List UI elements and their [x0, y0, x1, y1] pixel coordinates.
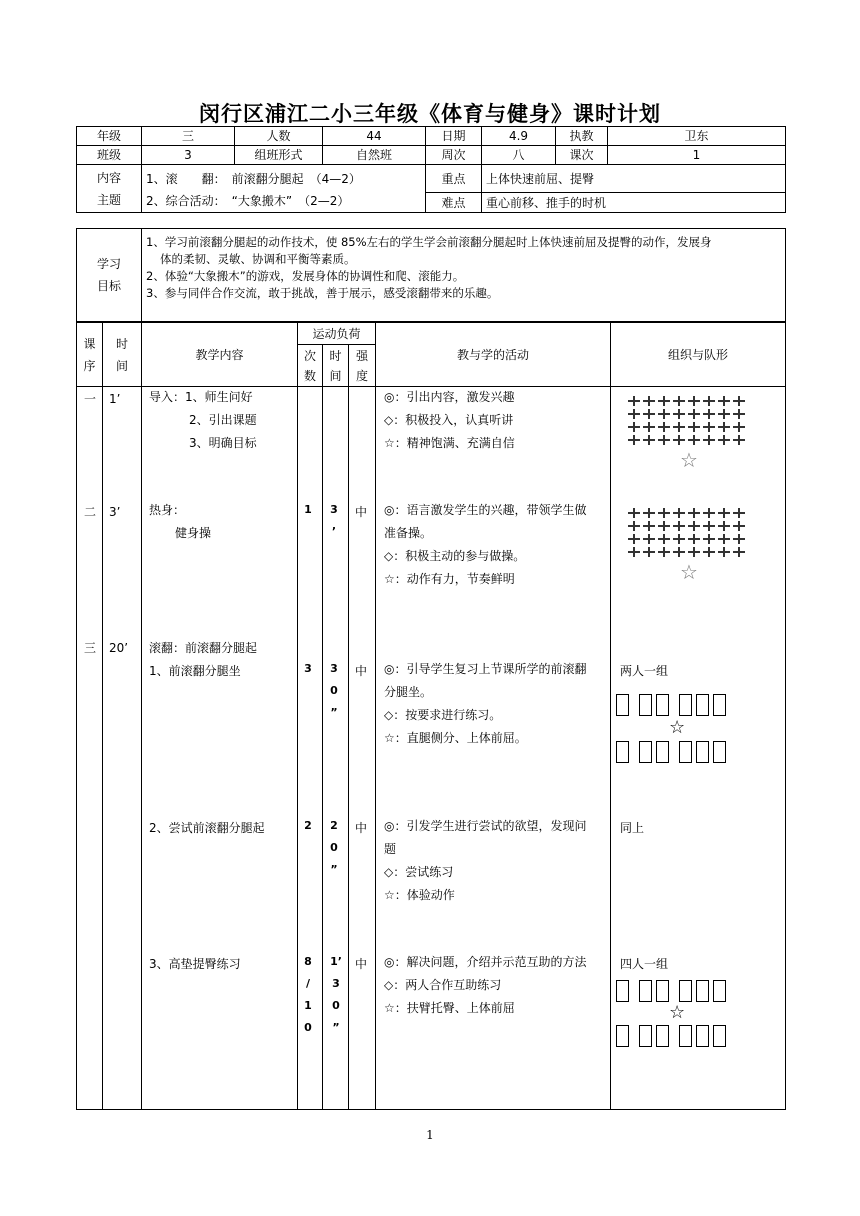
section-2-dur-2: ’	[331, 525, 337, 538]
week-value: 八	[482, 146, 556, 165]
item-3-activity-1: ◎：解决问题，介绍并示范互助的方法	[384, 955, 587, 969]
item-3-activity-3: ☆：扶臂托臀、上体前屈	[384, 1001, 515, 1015]
section-2-dur-1: 3	[330, 503, 338, 516]
item-3-intensity: 中	[355, 957, 368, 971]
student-mark	[718, 547, 730, 557]
col-time-2: 间	[115, 358, 128, 373]
student-mark	[688, 435, 700, 445]
student-mark	[658, 396, 670, 406]
count-label: 人数	[235, 127, 323, 146]
section-2-content	[149, 499, 211, 545]
student-mark	[733, 521, 745, 531]
section-2-intensity: 中	[355, 505, 368, 519]
student-mark	[628, 396, 640, 406]
section-2-content-1: 热身：	[149, 503, 186, 517]
student-mark	[643, 435, 655, 445]
item-3-dur-3: 0	[332, 999, 340, 1012]
col-seq	[77, 323, 103, 387]
student-mark	[703, 409, 715, 419]
student-mark	[688, 547, 700, 557]
item-1-dur-3: ”	[330, 706, 338, 719]
student-mark	[718, 422, 730, 432]
student-mark	[703, 547, 715, 557]
student-mark	[703, 435, 715, 445]
student-mark	[718, 508, 730, 518]
student-mark	[673, 547, 685, 557]
student-mark	[733, 435, 745, 445]
student-mark	[703, 534, 715, 544]
student-mark	[643, 409, 655, 419]
form-label: 组班形式	[235, 146, 323, 165]
col-int-2: 度	[356, 368, 369, 383]
teacher-star-3: ☆	[669, 717, 686, 738]
col-int	[349, 345, 376, 387]
section-1-activity-1: ◎：引出内容，激发兴趣	[384, 390, 515, 404]
body-time-col	[103, 387, 142, 1110]
class-label: 班级	[77, 146, 142, 165]
teacher-star-1: ☆	[680, 448, 698, 472]
student-mark	[733, 396, 745, 406]
item-1-activity	[384, 658, 586, 750]
col-content: 教学内容	[142, 323, 298, 387]
col-dur-1: 时	[329, 348, 342, 363]
student-mark	[673, 409, 685, 419]
objectives-label-line1: 学习	[96, 257, 121, 271]
student-mark	[628, 435, 640, 445]
section-2-activity-1: ◎：语言激发学生的兴趣，带领学生做	[384, 503, 587, 517]
student-mark	[628, 508, 640, 518]
student-mark	[718, 396, 730, 406]
objectives-text	[142, 229, 786, 322]
item-2-activity-1: ◎：引发学生进行尝试的欲望，发现问	[384, 819, 587, 833]
col-seq-2: 序	[83, 358, 96, 373]
student-mark	[643, 422, 655, 432]
student-mark	[703, 521, 715, 531]
student-mark	[658, 435, 670, 445]
grade-label: 年级	[77, 127, 142, 146]
student-mark	[643, 547, 655, 557]
content-item-2: 2、综合活动： “大象搬木” （2—2）	[146, 194, 350, 208]
item-3-times-2: /	[305, 977, 311, 990]
body-seq-col	[77, 387, 103, 1110]
student-formation-1	[628, 396, 745, 445]
section-1-activity-3: ☆：精神饱满、充满自信	[384, 436, 515, 450]
student-mark	[643, 521, 655, 531]
section-1-content-3: 3、明确目标	[189, 436, 257, 450]
item-3-dur-2: 3	[332, 977, 340, 990]
student-mark	[718, 435, 730, 445]
student-mark	[733, 547, 745, 557]
teacher-star-2: ☆	[680, 560, 698, 584]
student-mark	[658, 508, 670, 518]
section-2-time: 3’	[109, 505, 121, 519]
student-mark	[733, 409, 745, 419]
item-3-times-1: 8	[304, 955, 312, 968]
objective-1: 1、学习前滚翻分腿起的动作技术，使 85%左右的学生学会前滚翻分腿起时上体快速前屈及提臀的动作，发展身	[146, 235, 712, 249]
student-mark	[643, 396, 655, 406]
student-mark	[628, 547, 640, 557]
col-load: 运动负荷	[298, 323, 376, 345]
student-mark	[718, 521, 730, 531]
student-mark	[628, 422, 640, 432]
student-mark	[658, 422, 670, 432]
student-mark	[658, 534, 670, 544]
teacher-star-4: ☆	[669, 1002, 686, 1023]
col-dur	[323, 345, 349, 387]
section-1-seq: 一	[84, 392, 97, 406]
section-2-content-2: 健身操	[175, 526, 212, 540]
objective-3: 3、参与同伴合作交流，敢于挑战，善于展示，感受滚翻带来的乐趣。	[146, 286, 499, 300]
col-dur-2: 间	[329, 368, 342, 383]
col-times-2: 数	[303, 368, 316, 383]
student-mark	[673, 435, 685, 445]
formation-diagram-2	[626, 505, 750, 585]
objectives-table	[76, 228, 786, 322]
content-theme-label	[77, 165, 142, 213]
student-mark	[718, 409, 730, 419]
student-formation-2	[628, 508, 745, 557]
content-theme	[142, 165, 426, 213]
student-mark	[733, 508, 745, 518]
key-label: 重点	[426, 165, 482, 193]
item-3-dur-4: ”	[332, 1021, 340, 1034]
item-2-dur	[327, 815, 341, 881]
section-1-time: 1’	[109, 392, 121, 406]
item-1-dur-2: 0	[330, 684, 338, 697]
body-int-col	[349, 387, 376, 1110]
col-times	[298, 345, 323, 387]
item-2-intensity: 中	[355, 821, 368, 835]
section-3-seq: 三	[84, 641, 97, 655]
difficulty-label: 难点	[426, 193, 482, 213]
item-2-dur-1: 2	[330, 819, 338, 832]
student-mark	[628, 534, 640, 544]
col-seq-1: 课	[83, 336, 96, 351]
student-mark	[733, 422, 745, 432]
section-2-activity	[384, 499, 586, 591]
content-label-line1: 内容	[96, 170, 121, 185]
col-times-1: 次	[303, 348, 316, 363]
section-1-content	[149, 386, 257, 455]
section-1-activity-2: ◇：积极投入，认真听讲	[384, 413, 514, 427]
item-1-intensity: 中	[355, 664, 368, 678]
form-value: 自然班	[323, 146, 426, 165]
section-2-activity-4: ☆：动作有力，节奏鲜明	[384, 572, 515, 586]
item-1-activity-1: ◎：引导学生复习上节课所学的前滚翻	[384, 662, 587, 676]
student-mark	[688, 521, 700, 531]
teacher-value: 卫东	[608, 127, 786, 146]
col-org: 组织与队形	[611, 323, 786, 387]
student-mark	[703, 422, 715, 432]
student-mark	[688, 508, 700, 518]
item-3-content: 3、高垫提臀练习	[149, 957, 241, 971]
student-mark	[673, 422, 685, 432]
date-value: 4.9	[482, 127, 556, 146]
objective-2: 2、体验“大象搬木”的游戏，发展身体的协调性和爬、滚能力。	[146, 269, 465, 283]
student-mark	[688, 409, 700, 419]
student-mark	[733, 534, 745, 544]
item-2-times: 2	[304, 819, 312, 832]
item-2-activity-3: ◇：尝试练习	[384, 865, 454, 879]
section-1-content-1: 导入：1、师生问好	[149, 390, 253, 404]
student-mark	[703, 508, 715, 518]
section-3-time: 20’	[109, 641, 129, 655]
section-1-content-2: 2、引出课题	[189, 413, 257, 427]
lesson-value: 1	[608, 146, 786, 165]
item-3-activity	[384, 951, 586, 1020]
objective-1-cont: 体的柔韧、灵敏、协调和平衡等素质。	[160, 252, 356, 266]
teacher-label: 执教	[556, 127, 608, 146]
count-value: 44	[323, 127, 426, 146]
student-mark	[673, 534, 685, 544]
student-mark	[658, 547, 670, 557]
page-number: 1	[426, 1128, 434, 1142]
content-label-line2: 主题	[96, 192, 121, 207]
section-2-dur	[327, 499, 341, 543]
item-2-content: 2、尝试前滚翻分腿起	[149, 821, 265, 835]
mat-row-1b	[616, 741, 730, 767]
difficulty-value: 重心前移、推手的时机	[482, 193, 786, 213]
item-2-dur-3: ”	[330, 863, 338, 876]
content-item-1: 1、滚 翻： 前滚翻分腿起 （4—2）	[146, 172, 361, 186]
item-1-org: 两人一组	[620, 664, 669, 678]
formation-diagram-1	[626, 393, 750, 473]
key-value: 上体快速前屈、提臀	[482, 165, 786, 193]
student-mark	[703, 396, 715, 406]
mat-row-3b	[616, 1025, 730, 1051]
item-3-times-3: 1	[304, 999, 312, 1012]
item-1-dur-1: 3	[330, 662, 338, 675]
item-1-activity-2: 分腿坐。	[384, 685, 433, 699]
week-label: 周次	[426, 146, 482, 165]
section-2-activity-3: ◇：积极主动的参与做操。	[384, 549, 526, 563]
header-table	[76, 126, 786, 213]
section-2-times: 1	[304, 503, 312, 516]
item-2-org: 同上	[620, 821, 645, 835]
student-mark	[673, 508, 685, 518]
student-mark	[673, 396, 685, 406]
item-1-content: 1、前滚翻分腿坐	[149, 664, 241, 678]
item-3-org: 四人一组	[620, 957, 669, 971]
col-int-1: 强	[356, 348, 369, 363]
page-title: 闵行区浦江二小三年级《体育与健身》课时计划	[199, 102, 661, 126]
item-2-dur-2: 0	[330, 841, 338, 854]
student-mark	[658, 409, 670, 419]
item-2-activity-4: ☆：体验动作	[384, 888, 455, 902]
section-2-activity-2: 准备操。	[384, 526, 433, 540]
col-time-1: 时	[115, 336, 128, 351]
col-time	[103, 323, 142, 387]
item-1-activity-3: ◇：按要求进行练习。	[384, 708, 502, 722]
student-mark	[628, 409, 640, 419]
item-3-times	[301, 951, 315, 1039]
date-label: 日期	[426, 127, 482, 146]
student-mark	[688, 534, 700, 544]
student-mark	[718, 534, 730, 544]
class-value: 3	[142, 146, 235, 165]
item-3-activity-2: ◇：两人合作互助练习	[384, 978, 502, 992]
lesson-label: 课次	[556, 146, 608, 165]
item-1-dur	[327, 658, 341, 724]
item-2-activity-2: 题	[384, 842, 397, 856]
student-mark	[628, 521, 640, 531]
student-mark	[643, 508, 655, 518]
objectives-label-line2: 目标	[96, 279, 121, 293]
section-2-seq: 二	[84, 505, 97, 519]
student-mark	[673, 521, 685, 531]
section-3-title: 滚翻：前滚翻分腿起	[149, 641, 258, 655]
item-3-times-4: 0	[304, 1021, 312, 1034]
section-1-activity	[384, 386, 515, 455]
grade-value: 三	[142, 127, 235, 146]
item-1-activity-4: ☆：直腿侧分、上体前屈。	[384, 731, 527, 745]
student-mark	[658, 521, 670, 531]
objectives-label	[77, 229, 142, 322]
student-mark	[688, 396, 700, 406]
student-mark	[643, 534, 655, 544]
item-3-dur	[327, 951, 345, 1039]
item-3-dur-1: 1’	[330, 955, 342, 968]
student-mark	[688, 422, 700, 432]
body-content-col	[142, 387, 298, 1110]
item-1-times: 3	[304, 662, 312, 675]
item-2-activity	[384, 815, 586, 907]
col-activity: 教与学的活动	[376, 323, 611, 387]
